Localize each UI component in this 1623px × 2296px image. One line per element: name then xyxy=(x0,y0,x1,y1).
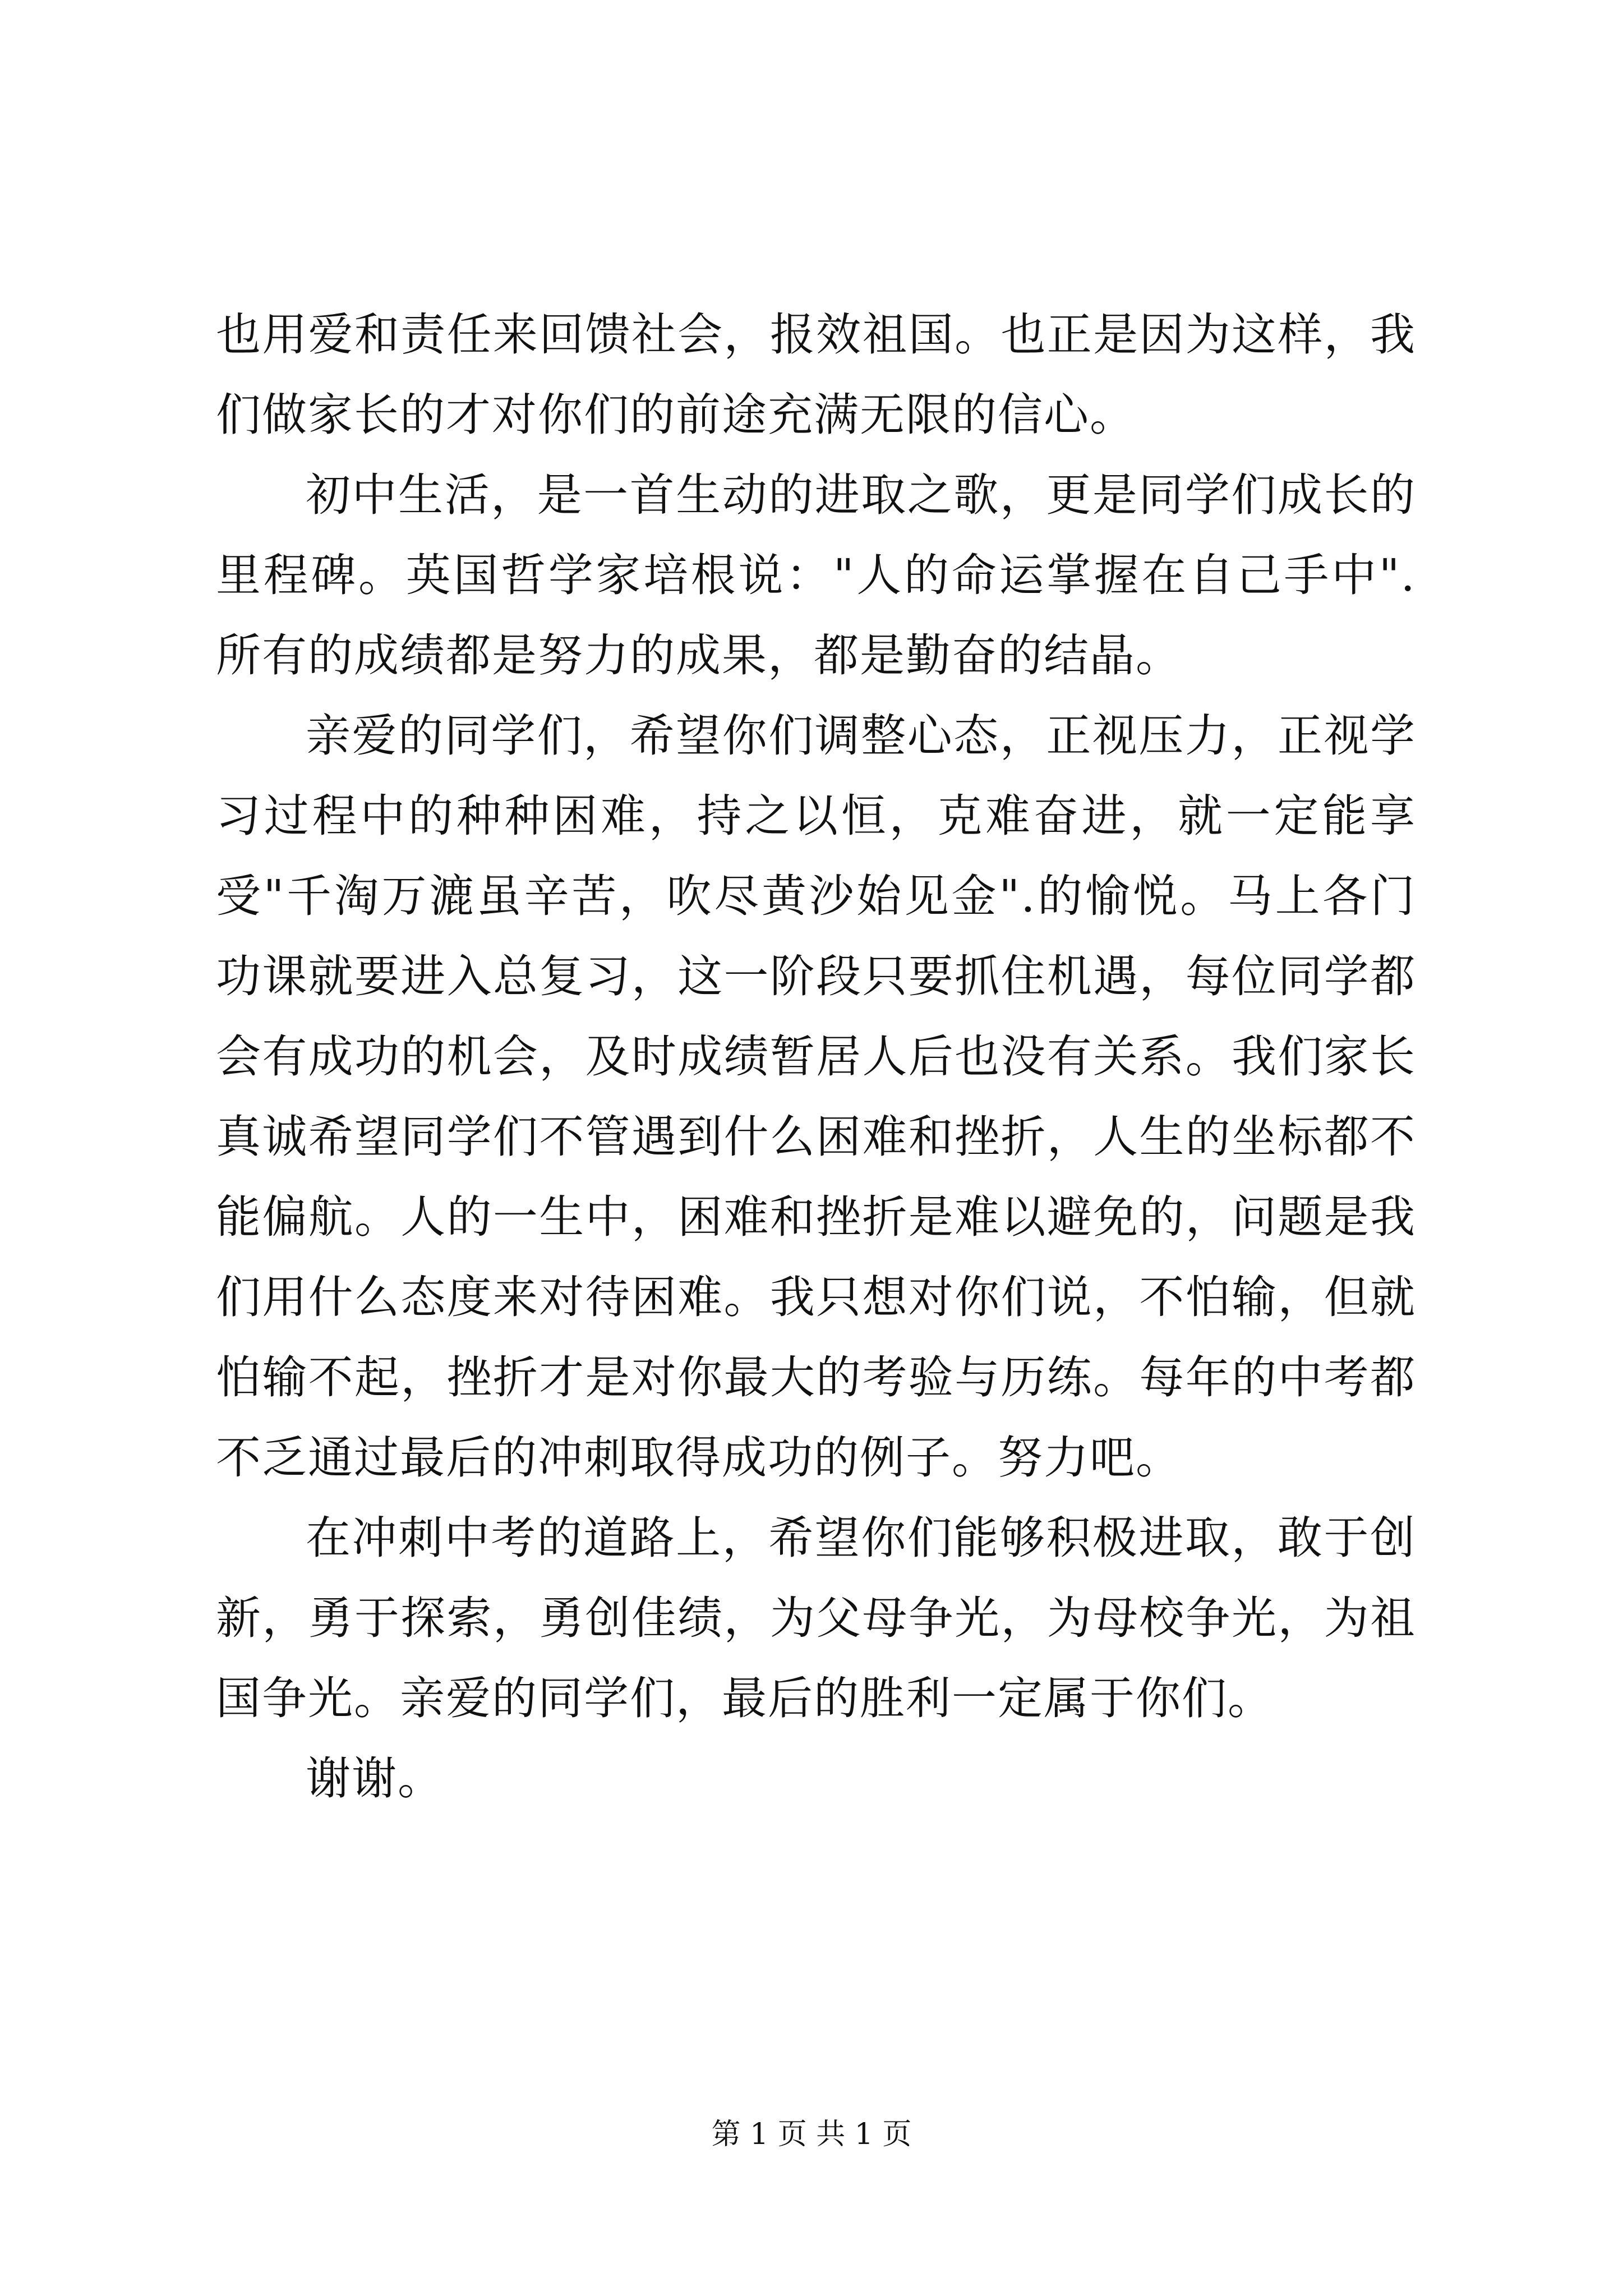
paragraph-5: 谢谢。 xyxy=(306,1752,444,1805)
paragraph-1: 也用爱和责任来回馈社会，报效祖国。也正是因为这样，我们做家长的才对你们的前途充满无限的信心。 xyxy=(216,309,1416,441)
document-body xyxy=(216,295,1416,1819)
paragraph-3: 亲爱的同学们，希望你们调整心态，正视压力，正视学习过程中的种种困难，持之以恒，克难奋进，就一定能享受"千淘万漉虽辛苦，吹尽黄沙始见金".的愉悦。马上各门功课就要进入总复习，这一阶段只要抓住机遇，每位同学都会有成功的机会，及时成绩暂居人后也没有关系。我们家长真诚希望同学们不管遇到什么困难和挫折，人生的坐标都不能偏航。人的一生中，困难和挫折是难以避免的，问题是我们用什么态度来对待困难。我只想对你们说，不怕输，但就怕输不起，挫折才是对你最大的考验与历练。每年的中考都不乏通过最后的冲刺取得成功的例子。努力吧。 xyxy=(216,710,1416,1484)
paragraph-2: 初中生活，是一首生动的进取之歌，更是同学们成长的里程碑。英国哲学家培根说："人的命运掌握在自己手中".所有的成绩都是努力的成果，都是勤奋的结晶。 xyxy=(216,469,1416,682)
paragraph-4: 在冲刺中考的道路上，希望你们能够积极进取，敢于创新，勇于探索，勇创佳绩，为父母争光，为母校争光，为祖国争光。亲爱的同学们，最后的胜利一定属于你们。 xyxy=(216,1512,1416,1724)
page-footer: 第 1 页 共 1 页 xyxy=(711,2118,912,2151)
